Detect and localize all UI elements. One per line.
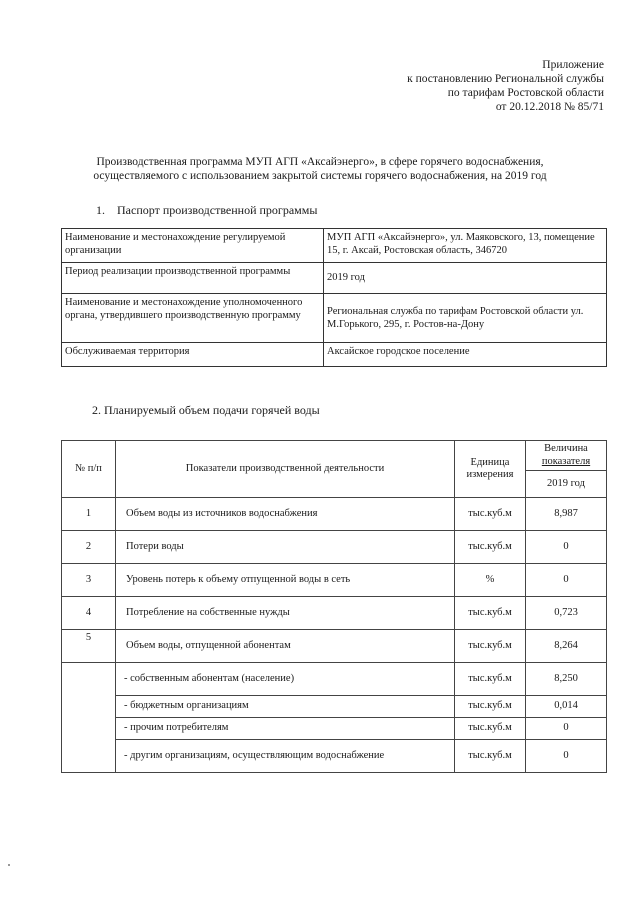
volume-table	[61, 440, 607, 773]
subrow-indicator: - другим организациям, осуществляющим водоснабжение	[116, 740, 455, 773]
subrow-indicator: - прочим потребителям	[116, 718, 455, 740]
header-unit: Единица измерения	[455, 441, 526, 498]
row-value: 8,264	[526, 630, 607, 663]
passport-label: Обслуживаемая территория	[62, 343, 324, 367]
passport-label: Период реализации производственной программы	[62, 263, 324, 294]
row-value: 8,987	[526, 498, 607, 531]
header-value-top: Величина	[544, 443, 588, 454]
appendix-line: по тарифам Ростовской области	[447, 87, 604, 99]
table-row	[62, 498, 607, 531]
row-number: 4	[62, 597, 116, 630]
appendix-block	[344, 58, 604, 114]
subrow-value: 8,250	[526, 663, 607, 696]
header-year: 2019 год	[526, 471, 607, 498]
subrow-value: 0	[526, 718, 607, 740]
table-row	[62, 597, 607, 630]
section-heading-volume	[92, 403, 320, 417]
section-number: 1.	[96, 203, 105, 217]
header-value	[526, 441, 607, 471]
row-unit: тыс.куб.м	[455, 597, 526, 630]
row-indicator: Объем воды из источников водоснабжения	[116, 498, 455, 531]
row-indicator: Потери воды	[116, 531, 455, 564]
section-title: 2. Планируемый объем подачи горячей воды	[92, 403, 320, 417]
section-title: Паспорт производственной программы	[117, 203, 318, 217]
row-number: 2	[62, 531, 116, 564]
table-row	[62, 630, 607, 663]
subrow-unit: тыс.куб.м	[455, 696, 526, 718]
row-unit: %	[455, 564, 526, 597]
subrow-number-cell	[62, 663, 116, 773]
passport-row	[62, 343, 607, 367]
subrow-value: 0,014	[526, 696, 607, 718]
row-value: 0	[526, 564, 607, 597]
document-title	[40, 155, 600, 183]
row-value: 0	[526, 531, 607, 564]
passport-row	[62, 229, 607, 263]
passport-value: МУП АГП «Аксайэнерго», ул. Маяковского, 13, помещение 15, г. Аксай, Ростовская область, 346720	[324, 229, 607, 263]
passport-row	[62, 294, 607, 343]
subrow-indicator: - бюджетным организациям	[116, 696, 455, 718]
subrow-unit: тыс.куб.м	[455, 740, 526, 773]
table-subrow	[62, 718, 607, 740]
appendix-line: к постановлению Региональной службы	[407, 73, 604, 85]
header-indicator: Показатели производственной деятельности	[116, 441, 455, 498]
passport-label: Наименование и местонахождение уполномоченного органа, утвердившего производственную программу	[62, 294, 324, 343]
subrow-indicator: - собственным абонентам (население)	[116, 663, 455, 696]
row-value: 0,723	[526, 597, 607, 630]
appendix-line: Приложение	[542, 59, 604, 71]
table-row	[62, 531, 607, 564]
row-number: 3	[62, 564, 116, 597]
row-indicator: Уровень потерь к объему отпущенной воды в сеть	[116, 564, 455, 597]
header-value-bottom: показателя	[541, 455, 591, 467]
passport-table	[61, 228, 607, 367]
table-subrow	[62, 696, 607, 718]
passport-label: Наименование и местонахождение регулируемой организации	[62, 229, 324, 263]
section-heading-passport	[96, 203, 317, 217]
document-title-line: осуществляемого с использованием закрытой системы горячего водоснабжения, на 2019 год	[93, 170, 547, 182]
row-number: 5	[62, 630, 116, 663]
appendix-line: от 20.12.2018 № 85/71	[495, 101, 604, 113]
scan-speck	[8, 864, 10, 866]
subrow-unit: тыс.куб.м	[455, 663, 526, 696]
row-number: 1	[62, 498, 116, 531]
row-unit: тыс.куб.м	[455, 531, 526, 564]
subrow-unit: тыс.куб.м	[455, 718, 526, 740]
passport-value: 2019 год	[324, 263, 607, 294]
passport-value: Аксайское городское поселение	[324, 343, 607, 367]
volume-header-row	[62, 441, 607, 471]
passport-row	[62, 263, 607, 294]
document-title-line: Производственная программа МУП АГП «Аксайэнерго», в сфере горячего водоснабжения,	[96, 156, 544, 168]
table-subrow	[62, 740, 607, 773]
header-number: № п/п	[62, 441, 116, 498]
row-indicator: Объем воды, отпущенной абонентам	[116, 630, 455, 663]
passport-value: Региональная служба по тарифам Ростовской области ул. М.Горького, 295, г. Ростов-на-Дону	[324, 294, 607, 343]
table-row	[62, 564, 607, 597]
row-unit: тыс.куб.м	[455, 630, 526, 663]
table-subrow	[62, 663, 607, 696]
row-indicator: Потребление на собственные нужды	[116, 597, 455, 630]
row-unit: тыс.куб.м	[455, 498, 526, 531]
subrow-value: 0	[526, 740, 607, 773]
